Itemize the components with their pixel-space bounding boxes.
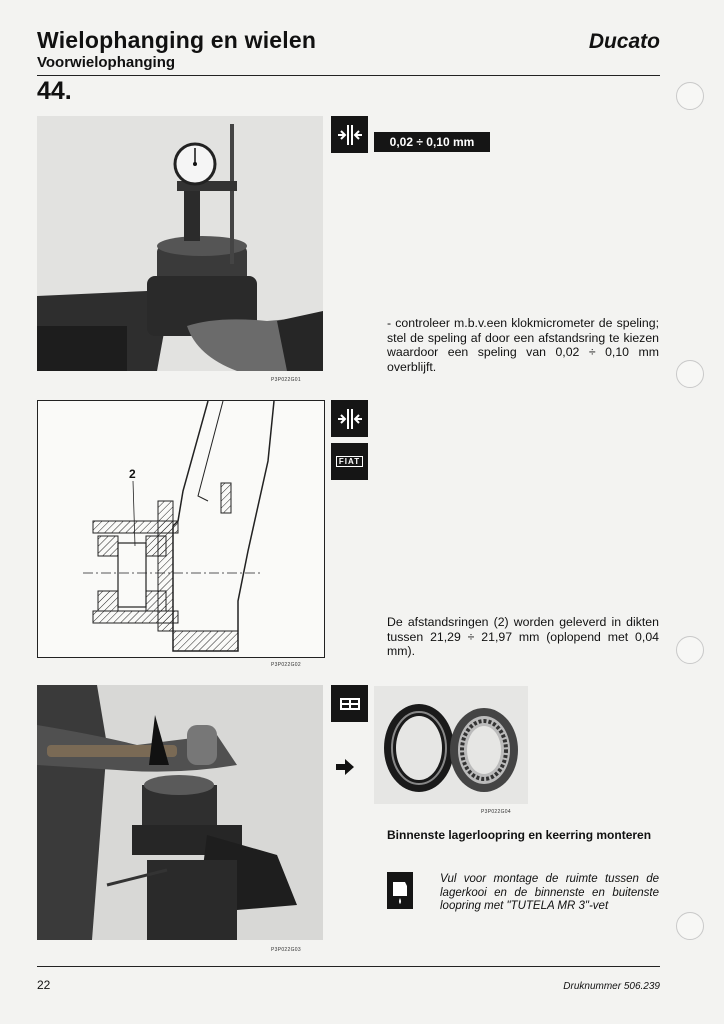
footer-print-number: Druknummer 506.239 bbox=[563, 981, 660, 992]
photo-hammer-assembly bbox=[37, 685, 323, 940]
clearance-value-badge: 0,02 ÷ 0,10 mm bbox=[374, 132, 490, 152]
footer-divider bbox=[37, 966, 660, 967]
photo-dial-gauge bbox=[37, 116, 323, 371]
procedure-heading: Binnenste lagerloopring en keerring monteren bbox=[387, 828, 652, 842]
binder-hole bbox=[676, 636, 704, 664]
binder-hole bbox=[676, 912, 704, 940]
footer-page-number: 22 bbox=[37, 978, 51, 992]
instruction-text-2: De afstandsringen (2) worden geleverd in dikten tussen 21,29 ÷ 21,97 mm (oplopend met 0,04 mm). bbox=[387, 615, 659, 659]
grease-can-icon bbox=[387, 872, 413, 909]
grease-note: Vul voor montage de ruimte tussen de lagerkooi en de binnenste en buitenste loopring met "TUTELA MR 3"-vet bbox=[440, 873, 659, 912]
assembly-icon bbox=[331, 685, 368, 722]
brand-name: Ducato bbox=[588, 30, 660, 53]
photo-bearing-and-seal bbox=[374, 686, 528, 804]
clearance-gauge-icon bbox=[331, 400, 368, 437]
figure-caption: P3P022G03 bbox=[271, 947, 301, 953]
figure-caption: P3P022G04 bbox=[481, 809, 511, 815]
header-divider bbox=[37, 75, 660, 76]
binder-hole bbox=[676, 360, 704, 388]
fiat-label: FIAT bbox=[336, 456, 363, 467]
arrow-right-icon bbox=[334, 756, 356, 783]
figure-caption: P3P022G02 bbox=[271, 662, 301, 668]
instruction-text-1: - controleer m.b.v.een klokmicrometer de speling; stel de speling af door een afstandsring te kiezen waardoor een speling van 0,02 ÷ 0,10 mm overblijft. bbox=[387, 316, 659, 374]
figure-caption: P3P022G01 bbox=[271, 377, 301, 383]
step-number: 44. bbox=[37, 77, 72, 105]
callout-label-2: 2 bbox=[129, 467, 136, 481]
section-subtitle: Voorwielophanging bbox=[37, 54, 176, 71]
section-title: Wielophanging en wielen bbox=[37, 27, 317, 53]
fiat-tool-icon bbox=[331, 443, 368, 480]
clearance-gauge-icon bbox=[331, 116, 368, 153]
bearing-cross-section-diagram bbox=[37, 400, 325, 658]
binder-hole bbox=[676, 82, 704, 110]
